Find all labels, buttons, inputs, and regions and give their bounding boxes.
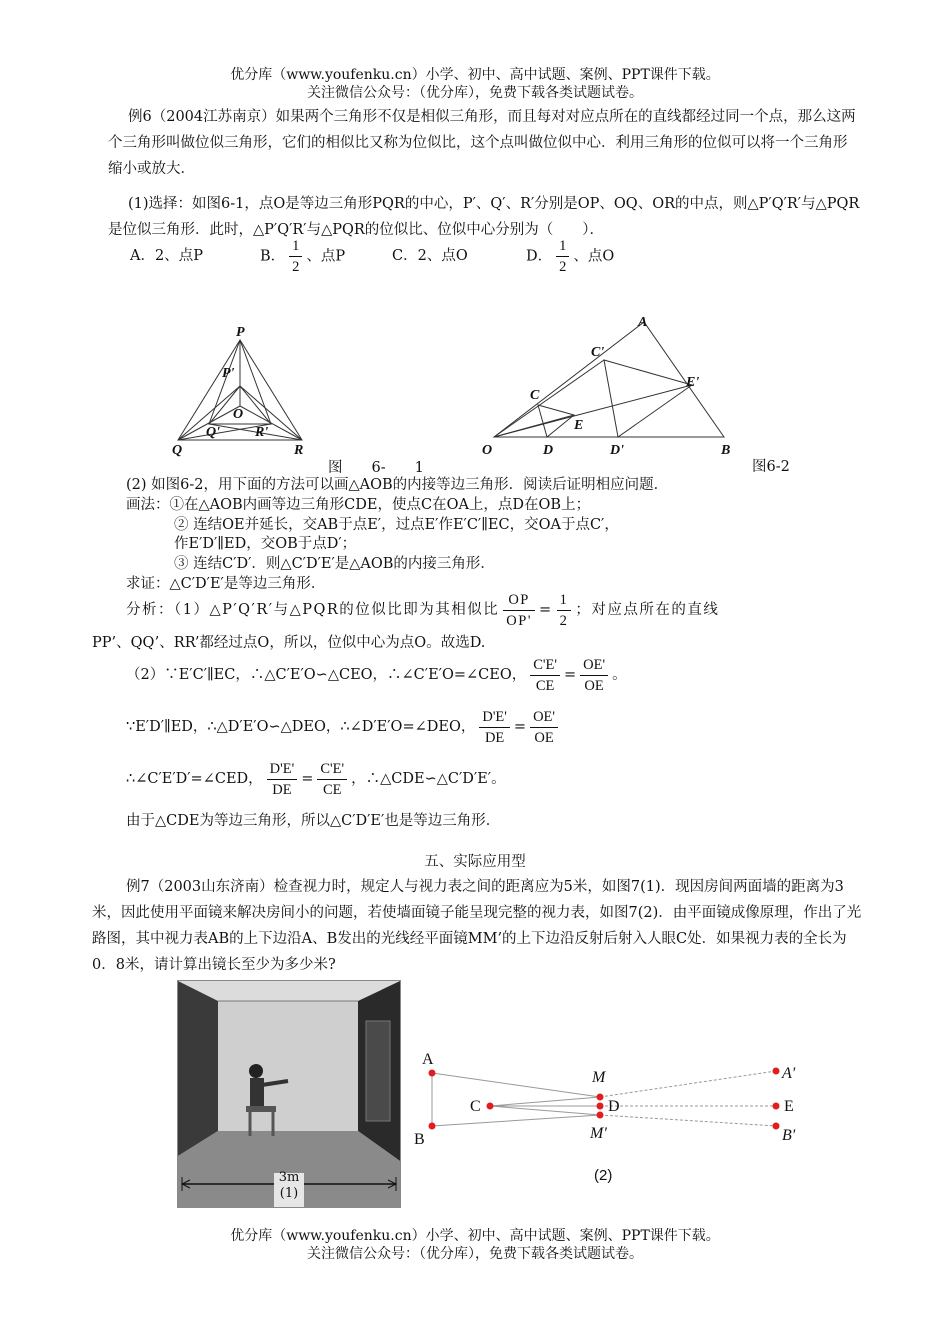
header-line-2: 关注微信公众号：（优分库），免费下载各类试题试卷。	[307, 85, 643, 101]
fig72-label: M'	[590, 1125, 607, 1142]
fraction-half	[289, 236, 302, 277]
figure-7-1-photo	[177, 980, 401, 1208]
draw-step-4: ③ 连结C′D′．则△C′D′E′是△AOB的内接三角形．	[174, 556, 495, 572]
fig72-label: E	[784, 1098, 794, 1115]
equals-sign: =	[301, 771, 314, 787]
fig62-label: D'	[610, 443, 624, 458]
fig62-label: C'	[591, 345, 605, 360]
option-d-suffix: 、点O	[573, 248, 615, 265]
fraction-den: CE	[323, 781, 342, 798]
fraction-de	[479, 707, 510, 748]
analysis-5: 由于△CDE为等边三角形，所以△C′D′E′也是等边三角形．	[126, 813, 501, 829]
analysis-1-text: 分析：（1）△P′Q′R′与△PQR的位似比即为其相似比	[126, 602, 500, 618]
fraction-num: 1	[289, 236, 302, 257]
draw-step-1: 画法：①在△AOB内画等边三角形CDE，使点C在OA上，点D在OB上；	[126, 497, 591, 513]
fraction-oe	[530, 707, 558, 748]
fraction-den: DE	[484, 729, 505, 746]
fraction-den: OE	[584, 677, 604, 694]
fraction-den: 2	[559, 259, 567, 275]
fraction-ce	[317, 759, 347, 800]
fig62-label: A	[638, 315, 648, 330]
fig61-label: P	[236, 325, 245, 340]
fraction-num: D'E'	[267, 759, 298, 780]
fig72-label: B	[414, 1131, 425, 1148]
option-b-prefix: B．	[260, 248, 286, 265]
fig61-label: P'	[222, 366, 235, 381]
fig61-label: R	[294, 443, 304, 458]
analysis-3	[126, 705, 562, 749]
fraction-num: D'E'	[479, 707, 510, 728]
fraction-den: OE	[534, 729, 554, 746]
fig72-label: A	[422, 1051, 434, 1068]
analysis-4-text-end: ，∴△CDE∽△C′D′E′。	[351, 771, 506, 787]
footer-line-2: 关注微信公众号：（优分库），免费下载各类试题试卷。	[307, 1246, 643, 1262]
section-title: 五、实际应用型	[424, 854, 526, 870]
fig62-label: E'	[686, 375, 700, 390]
fig62-label: B	[721, 443, 731, 458]
equals-sign: =	[563, 667, 577, 683]
equals-sign: =	[513, 719, 527, 735]
option-a: A．2、点P	[130, 248, 203, 264]
fraction-num: OE'	[530, 707, 558, 728]
analysis-2-end: 。	[612, 667, 627, 683]
fraction-den: DE	[272, 781, 292, 798]
light-rays	[600, 1071, 776, 1126]
fig61-label: R'	[255, 425, 269, 440]
fraction-den: 2	[559, 612, 569, 629]
header-line-1: 优分库（www.youfenku.cn）小学、初中、高中试题、案例、PPT课件下载。	[230, 67, 720, 83]
fig72-label: D	[608, 1098, 620, 1115]
photo-caption: (1)	[279, 1186, 299, 1201]
fraction-num: OE'	[580, 655, 608, 676]
option-b	[260, 236, 345, 277]
figure-7-2-caption: (2)	[594, 1167, 613, 1184]
prove-statement: 求证：△C′D′E′是等边三角形．	[126, 576, 326, 592]
fraction-num: 1	[557, 590, 572, 611]
option-b-suffix: 、点P	[306, 248, 346, 265]
fraction-den: OP'	[506, 612, 532, 629]
footer-line-1: 优分库（www.youfenku.cn）小学、初中、高中试题、案例、PPT课件下载。	[230, 1228, 720, 1244]
fraction-num: C'E'	[317, 759, 347, 780]
fig62-label: E	[574, 418, 584, 433]
fraction-num: 1	[556, 236, 569, 257]
fraction-half	[556, 236, 569, 277]
analysis-4	[126, 757, 506, 801]
fig72-label: M	[592, 1069, 606, 1086]
figure-6-1-caption: 图 6- 1	[328, 460, 424, 476]
analysis-1-text-end: ；对应点所在的直线	[575, 602, 720, 618]
analysis-4-text: ∴∠C′E′D′=∠CED，	[126, 771, 263, 787]
fraction-den: 2	[292, 259, 300, 275]
example-6-question-2: (2) 如图6-2，用下面的方法可以画△AOB的内接等边三角形．阅读后证明相应问题．	[126, 477, 669, 493]
fraction-op	[503, 590, 535, 631]
draw-step-3: 作E′D′∥ED，交OB于点D′；	[174, 536, 357, 552]
analysis-2-text: （2）∵E′C′∥EC，∴△C′E′O∽△CEO，∴∠C′E′O=∠CEO，	[126, 667, 527, 683]
example-6-question-1: (1)选择：如图6-1，点O是等边三角形PQR的中心，P′、Q′、R′分别是OP、OQ、OR的中点，则△P′Q′R′与△PQR是位似三角形．此时，△P′Q′R′与△PQR的位似比、位似中心分别为（ ）．	[108, 196, 860, 238]
equals-sign: =	[538, 602, 553, 618]
fraction-half	[557, 590, 572, 631]
photo-dimension: 3m	[278, 1170, 300, 1185]
figure-7-2	[410, 1040, 810, 1150]
figure-6-1	[160, 318, 320, 460]
fraction-ce	[530, 655, 560, 696]
fraction-num: OP	[503, 590, 535, 611]
fraction-de	[267, 759, 298, 800]
option-c: C．2、点O	[392, 248, 468, 264]
fig62-label: C	[530, 388, 540, 403]
fig72-label: A'	[782, 1065, 796, 1082]
analysis-3-text: ∵E′D′∥ED，∴△D′E′O∽△DEO，∴∠D′E′O=∠DEO，	[126, 719, 476, 735]
analysis-1	[126, 588, 866, 632]
option-d	[526, 236, 614, 277]
fraction-num: C'E'	[530, 655, 560, 676]
fig72-label: B'	[782, 1127, 796, 1144]
fig62-label: D	[543, 443, 554, 458]
example-6-intro: 例6（2004江苏南京）如果两个三角形不仅是相似三角形，而且每对对应点所在的直线都经过同一个点，那么这两个三角形叫做位似三角形，它们的相似比又称为位似比，这个点叫做位似中心．利用三角形的位似可以将一个三角形缩小或放大．	[108, 109, 856, 177]
fig61-label: Q	[172, 443, 183, 458]
fraction-oe	[580, 655, 608, 696]
draw-step-2: ② 连结OE并延长，交AB于点E′，过点E′作E′C′∥EC，交OA于点C′，	[174, 517, 619, 533]
fig62-label: O	[482, 443, 493, 458]
figure-6-2	[476, 312, 746, 462]
figure-6-2-caption: 图6-2	[752, 459, 790, 475]
fig61-label: Q'	[206, 425, 220, 440]
option-d-prefix: D．	[526, 248, 553, 265]
example-7-text: 例7（2003山东济南）检查视力时，规定人与视力表之间的距离应为5米，如图7(1)．现因房间两面墙的距离为3米，因此使用平面镜来解决房间小的问题，若使墙面镜子能呈现完整的视力表，如图7(2)．由平面镜成像原理，作出了光路图，其中视力表AB的上下边沿A、B发出的光线经平面镜MM’的上下边沿反射后射入人眼C处．如果视力表的全长为0．8米，请计算出镜长至少为多少米?	[92, 879, 862, 973]
fig72-label: C	[470, 1098, 481, 1115]
fig61-label: O	[233, 407, 244, 422]
fraction-den: CE	[535, 677, 555, 694]
analysis-1-line-2: PP’、QQ’、RR’都经过点O，所以，位似中心为点O。故选D.	[92, 635, 486, 651]
analysis-2	[126, 653, 627, 697]
